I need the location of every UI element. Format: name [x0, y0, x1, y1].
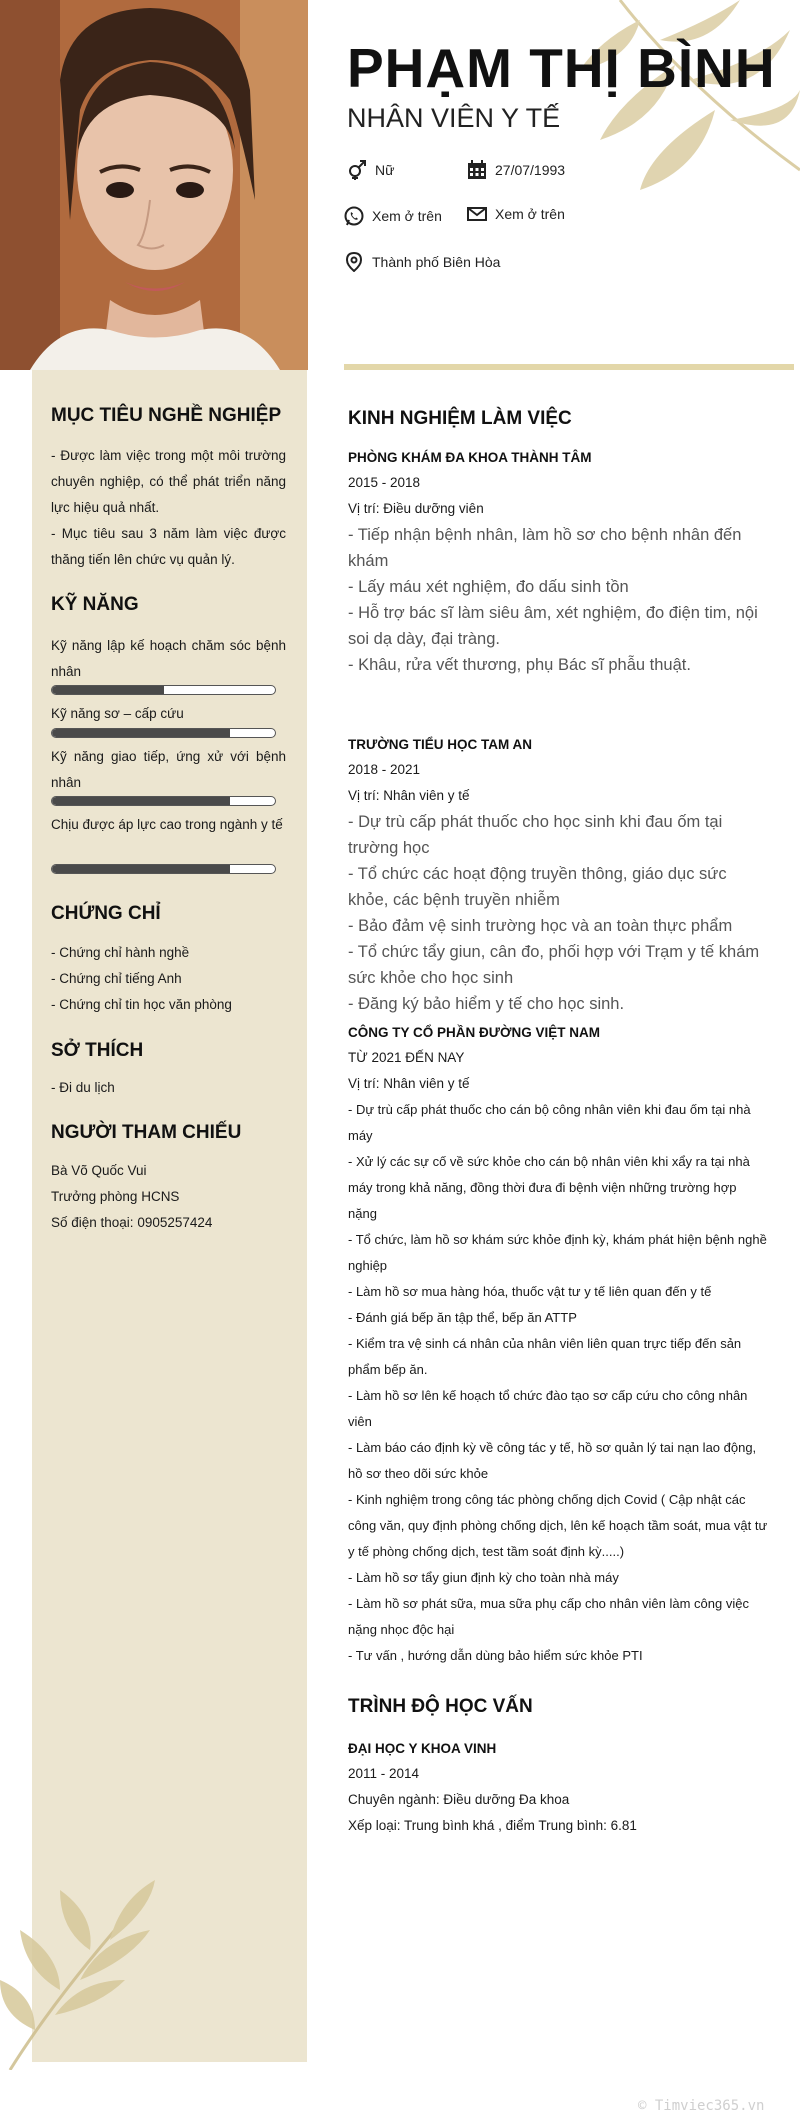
skills-title: KỸ NĂNG: [51, 594, 139, 615]
job-task: - Làm hồ sơ phát sữa, mua sữa phụ cấp cho nhân viên làm công việc nặng nhọc độc hại: [348, 1596, 749, 1637]
references-title: NGƯỜI THAM CHIẾU: [51, 1122, 242, 1143]
skill-label: Kỹ năng lập kế hoạch chăm sóc bệnh nhân: [51, 638, 286, 679]
skill-bar: [51, 864, 276, 874]
gender-icon: [347, 160, 367, 180]
job-period: 2018 - 2021: [348, 762, 421, 777]
job-task: - Kiểm tra vệ sinh cá nhân của nhân viên liên quan trực tiếp đến sản phẩm bếp ăn.: [348, 1336, 742, 1377]
job-task: - Tư vấn , hướng dẫn dùng bảo hiểm sức khỏe PTI: [348, 1648, 643, 1663]
education-period: 2011 - 2014: [348, 1766, 420, 1781]
certificates-title: CHỨNG CHỈ: [51, 903, 161, 924]
skill-bar-fill: [52, 865, 230, 873]
address-contact: [344, 252, 500, 272]
objective-text: [51, 443, 286, 573]
hobby-item: - Đi du lịch: [51, 1080, 115, 1095]
job-task: - Làm hồ sơ tẩy giun định kỳ cho toàn nhà máy: [348, 1570, 619, 1585]
job-task: - Đánh giá bếp ăn tập thể, bếp ăn ATTP: [348, 1310, 577, 1325]
leaf-decoration-top-icon: [540, 0, 800, 200]
job-title: NHÂN VIÊN Y TẾ: [347, 103, 561, 133]
email-text: Xem ở trên: [495, 206, 565, 222]
hobbies-list: [51, 1075, 286, 1101]
leaf-decoration-bottom-icon: [0, 1870, 160, 2070]
school-name: ĐẠI HỌC Y KHOA VINH: [348, 1741, 497, 1756]
skill-bar: [51, 796, 276, 806]
header-divider: [344, 364, 794, 370]
job-task: - Hỗ trợ bác sĩ làm siêu âm, xét nghiệm, đo điện tim, nội soi dạ dày, đại tràng.: [348, 604, 758, 648]
certificate-item: - Chứng chỉ tin học văn phòng: [51, 997, 232, 1012]
job-task: - Tổ chức tẩy giun, cân đo, phối hợp với Trạm y tế khám sức khỏe cho học sinh: [348, 943, 760, 987]
whatsapp-icon: [344, 206, 364, 226]
references-list: [51, 1158, 286, 1236]
gender-contact: [347, 160, 394, 180]
reference-item: Bà Võ Quốc Vui: [51, 1163, 147, 1178]
education-entry: [348, 1737, 768, 1839]
job-entry: [348, 446, 768, 678]
certificate-item: - Chứng chỉ tiếng Anh: [51, 971, 182, 986]
job-task: - Tổ chức các hoạt động truyền thông, giáo dục sức khỏe, các bệnh truyền nhiễm: [348, 865, 727, 909]
education-title: TRÌNH ĐỘ HỌC VẤN: [348, 1696, 533, 1717]
education-major: Chuyên ngành: Điều dưỡng Đa khoa: [348, 1792, 570, 1807]
envelope-icon: [467, 204, 487, 224]
certificate-item: - Chứng chỉ hành nghề: [51, 945, 190, 960]
job-task: - Làm hồ sơ mua hàng hóa, thuốc vật tư y tế liên quan đến y tế: [348, 1284, 712, 1299]
skill-bar: [51, 685, 276, 695]
skill-bar-fill: [52, 729, 230, 737]
skill-label: Chịu được áp lực cao trong ngành y tế: [51, 817, 283, 832]
skill-label: Kỹ năng giao tiếp, ứng xử với bệnh nhân: [51, 749, 286, 790]
education-grade: Xếp loại: Trung bình khá , điểm Trung bình: 6.81: [348, 1818, 637, 1833]
email-contact: [467, 204, 565, 224]
profile-photo: [0, 0, 308, 370]
dob-contact: [467, 160, 565, 180]
certificates-list: [51, 940, 286, 1018]
job-task: - Lấy máu xét nghiệm, đo dấu sinh tồn: [348, 578, 629, 596]
experience-title: KINH NGHIỆM LÀM VIỆC: [348, 408, 572, 429]
job-entry: [348, 733, 768, 1017]
company-name: CÔNG TY CỔ PHẦN ĐƯỜNG VIỆT NAM: [348, 1025, 600, 1040]
hobbies-title: SỞ THÍCH: [51, 1040, 144, 1061]
skill-bar-fill: [52, 686, 164, 694]
objective-title: MỤC TIÊU NGHỀ NGHIỆP: [51, 405, 282, 426]
skill-label: Kỹ năng sơ – cấp cứu: [51, 706, 184, 721]
address-text: Thành phố Biên Hòa: [372, 254, 501, 270]
job-task: - Tổ chức, làm hồ sơ khám sức khỏe định kỳ, khám phát hiện bệnh nghề nghiệp: [348, 1232, 767, 1273]
reference-item: Số điện thoại: 0905257424: [51, 1215, 213, 1230]
job-position: Vị trí: Nhân viên y tế: [348, 788, 470, 803]
reference-item: Trưởng phòng HCNS: [51, 1189, 180, 1204]
job-position: Vị trí: Điều dưỡng viên: [348, 501, 484, 516]
job-task: - Dự trù cấp phát thuốc cho học sinh khi đau ốm tại trường học: [348, 813, 723, 857]
job-task: - Tiếp nhận bệnh nhân, làm hồ sơ cho bệnh nhân đến khám: [348, 526, 742, 570]
job-task: - Làm hồ sơ lên kế hoạch tổ chức đào tạo sơ cấp cứu cho công nhân viên: [348, 1388, 748, 1429]
candidate-name: PHẠM THỊ BÌNH: [347, 37, 776, 99]
location-pin-icon: [344, 252, 364, 272]
job-task: - Dự trù cấp phát thuốc cho cán bộ công nhân viên khi đau ốm tại nhà máy: [348, 1102, 751, 1143]
job-period: 2015 - 2018: [348, 475, 421, 490]
job-entry: [348, 1021, 768, 1669]
watermark: © Timviec365.vn: [638, 2098, 765, 2114]
job-task: - Khâu, rửa vết thương, phụ Bác sĩ phẫu thuật.: [348, 656, 691, 674]
job-task: - Bảo đảm vệ sinh trường học và an toàn thực phẩm: [348, 917, 733, 935]
objective-line: - Được làm việc trong một môi trường chuyên nghiệp, có thể phát triển năng lực hiệu quả nhất.: [51, 448, 286, 515]
job-task: - Đăng ký bảo hiểm y tế cho học sinh.: [348, 995, 625, 1013]
gender-text: Nữ: [375, 162, 395, 178]
phone-contact: [344, 206, 442, 226]
job-task: - Kinh nghiệm trong công tác phòng chống dịch Covid ( Cập nhật các công văn, quy định phòng chống dịch, lên kế hoạch tầm soát, mua vật tư y tế phòng chống dịch, test tầm soát định kỳ.....): [348, 1492, 768, 1559]
dob-text: 27/07/1993: [495, 162, 566, 178]
objective-line: - Mục tiêu sau 3 năm làm việc được thăng tiến lên chức vụ quản lý.: [51, 526, 286, 567]
job-task: - Làm báo cáo định kỳ về công tác y tế, hồ sơ quản lý tai nạn lao động, hồ sơ theo dõi sức khỏe: [348, 1440, 757, 1481]
job-position: Vị trí: Nhân viên y tế: [348, 1076, 470, 1091]
company-name: PHÒNG KHÁM ĐA KHOA THÀNH TÂM: [348, 450, 592, 465]
job-period: TỪ 2021 ĐẾN NAY: [348, 1050, 465, 1065]
calendar-icon: [467, 160, 487, 180]
skill-bar-fill: [52, 797, 230, 805]
phone-text: Xem ở trên: [372, 208, 442, 224]
job-task: - Xử lý các sự cố về sức khỏe cho cán bộ nhân viên khi xẩy ra tại nhà máy trong khả năng, đồng thời đưa đi bệnh viện những trường hợp nặng: [348, 1154, 750, 1221]
skill-bar: [51, 728, 276, 738]
company-name: TRƯỜNG TIỂU HỌC TAM AN: [348, 737, 532, 752]
